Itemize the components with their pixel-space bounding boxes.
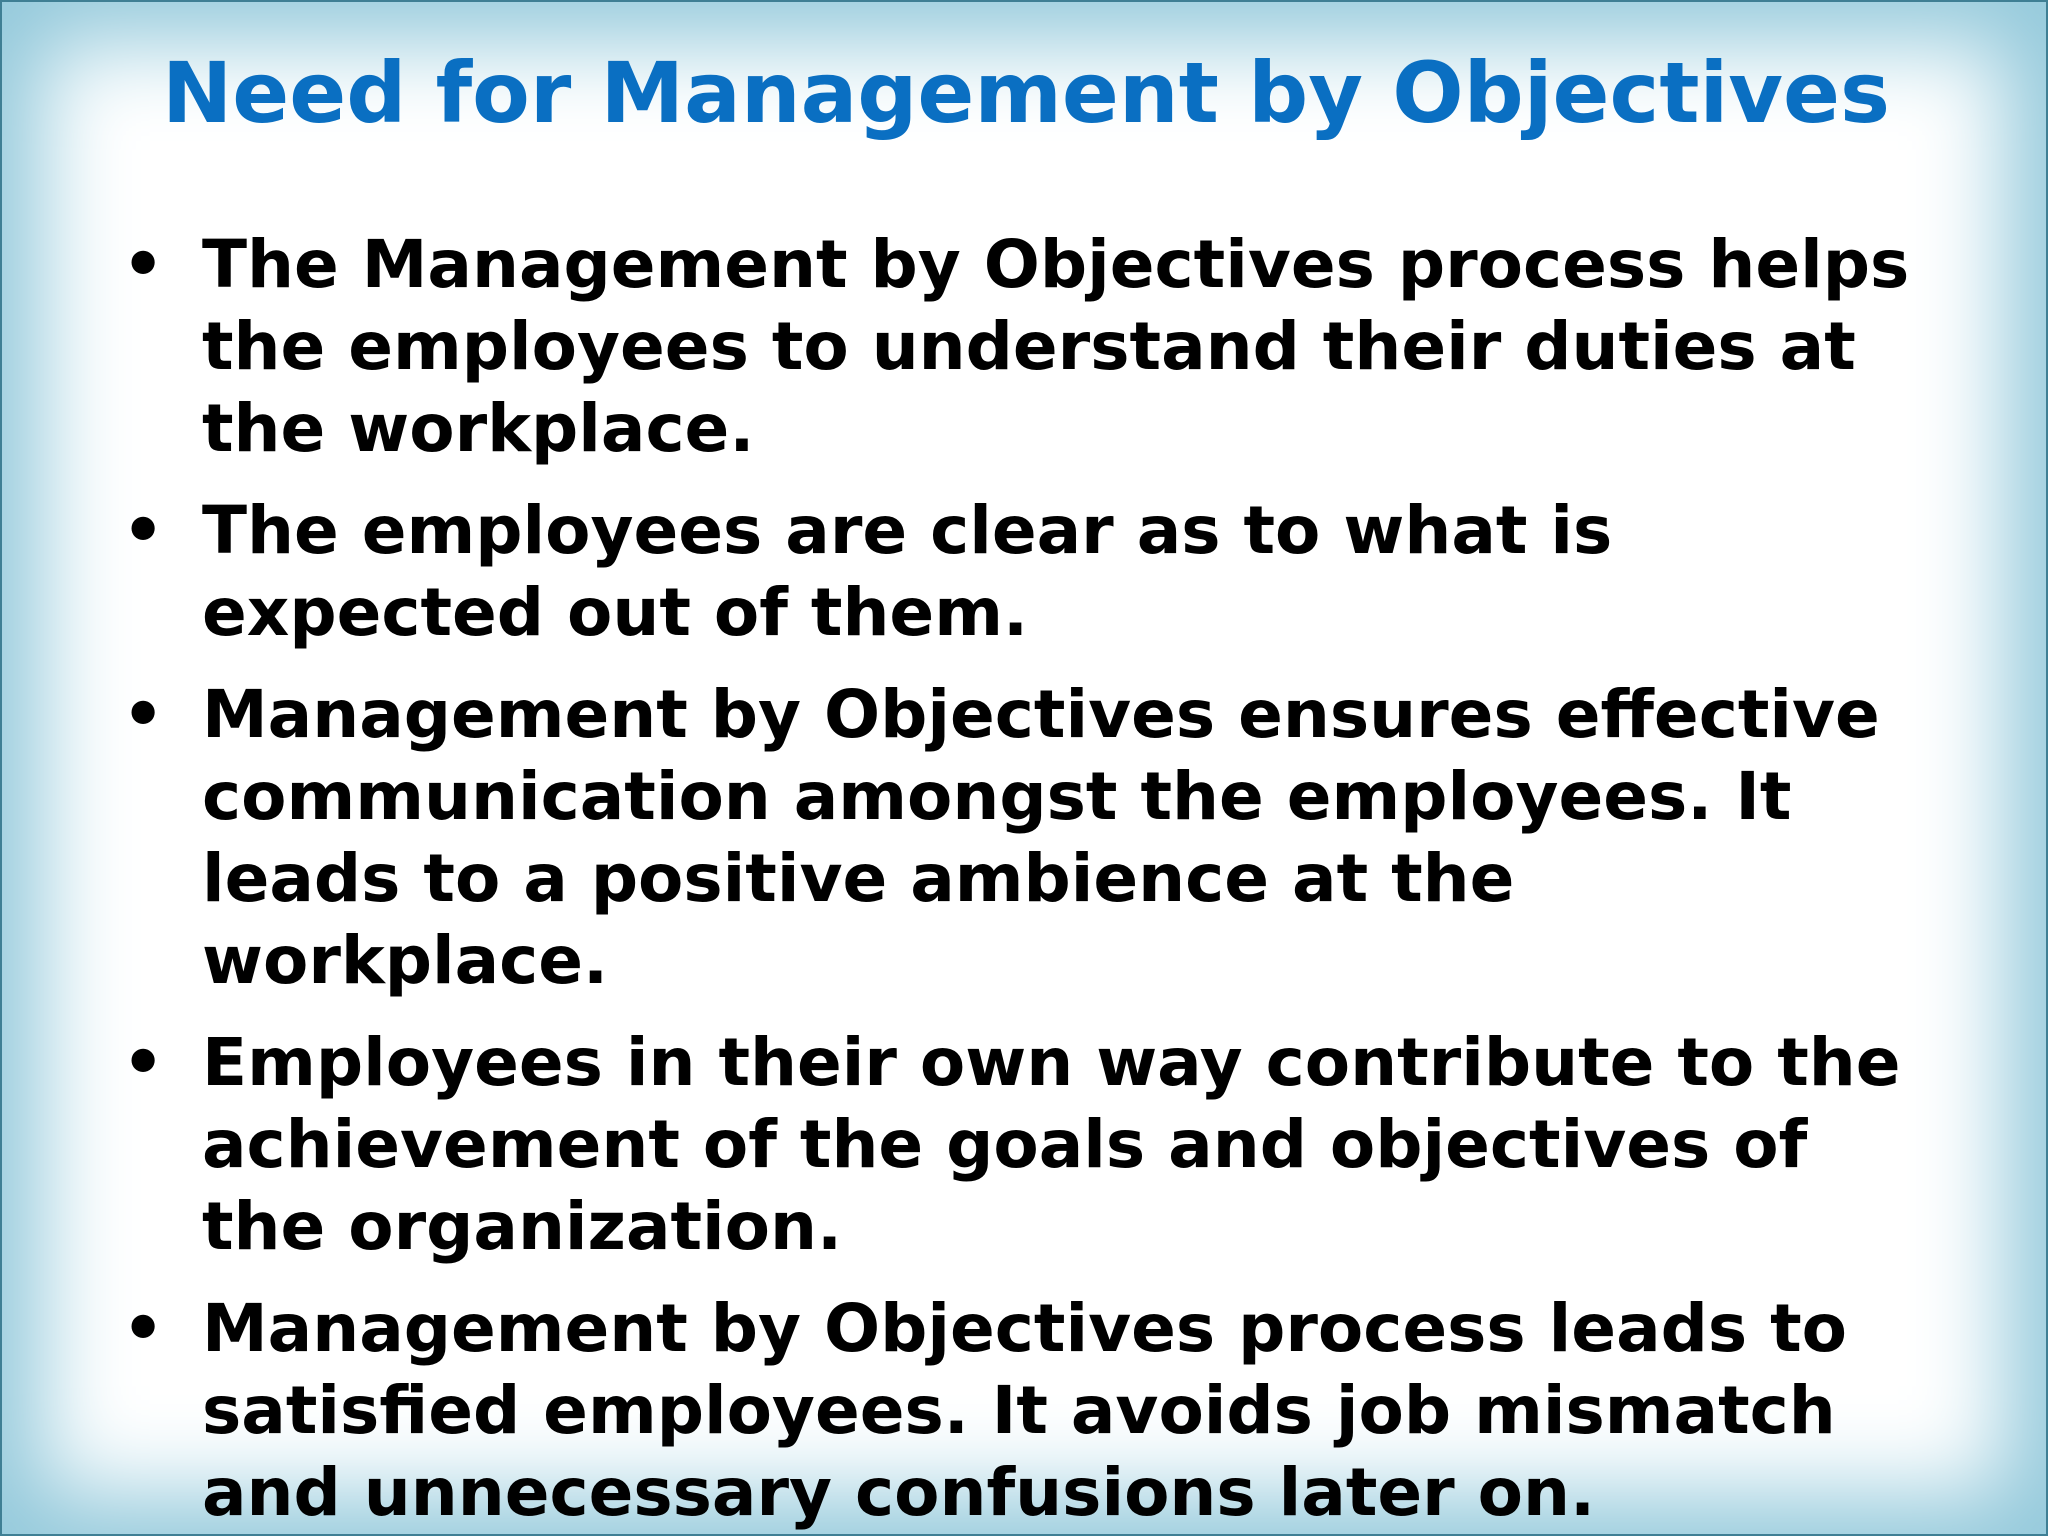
bullet-dot-icon: • (122, 492, 165, 569)
bullet-item (122, 490, 1922, 654)
bullet-dot-icon: • (122, 676, 165, 753)
bullet-text: Management by Objectives ensures effective communication amongst the employees. It leads to a positive ambience at the workplace. (202, 676, 1880, 999)
bullet-text: The Management by Objectives process helps the employees to understand their duties at the workplace. (202, 226, 1910, 467)
bullet-list (122, 224, 1922, 1536)
bullet-item (122, 1022, 1922, 1268)
bullet-dot-icon: • (122, 1290, 165, 1367)
bullet-item (122, 674, 1922, 1002)
bullet-item (122, 1288, 1922, 1534)
bullet-dot-icon: • (122, 1024, 165, 1101)
bullet-text: Management by Objectives process leads to satisfied employees. It avoids job mismatch and unnecessary confusions later on. (202, 1290, 1848, 1531)
bullet-dot-icon: • (122, 226, 165, 303)
bullet-item (122, 224, 1922, 470)
slide-title: Need for Management by Objectives (162, 44, 1890, 142)
bullet-text: Employees in their own way contribute to the achievement of the goals and objectives of the organization. (202, 1024, 1901, 1265)
bullet-text: The employees are clear as to what is expected out of them. (202, 492, 1613, 651)
